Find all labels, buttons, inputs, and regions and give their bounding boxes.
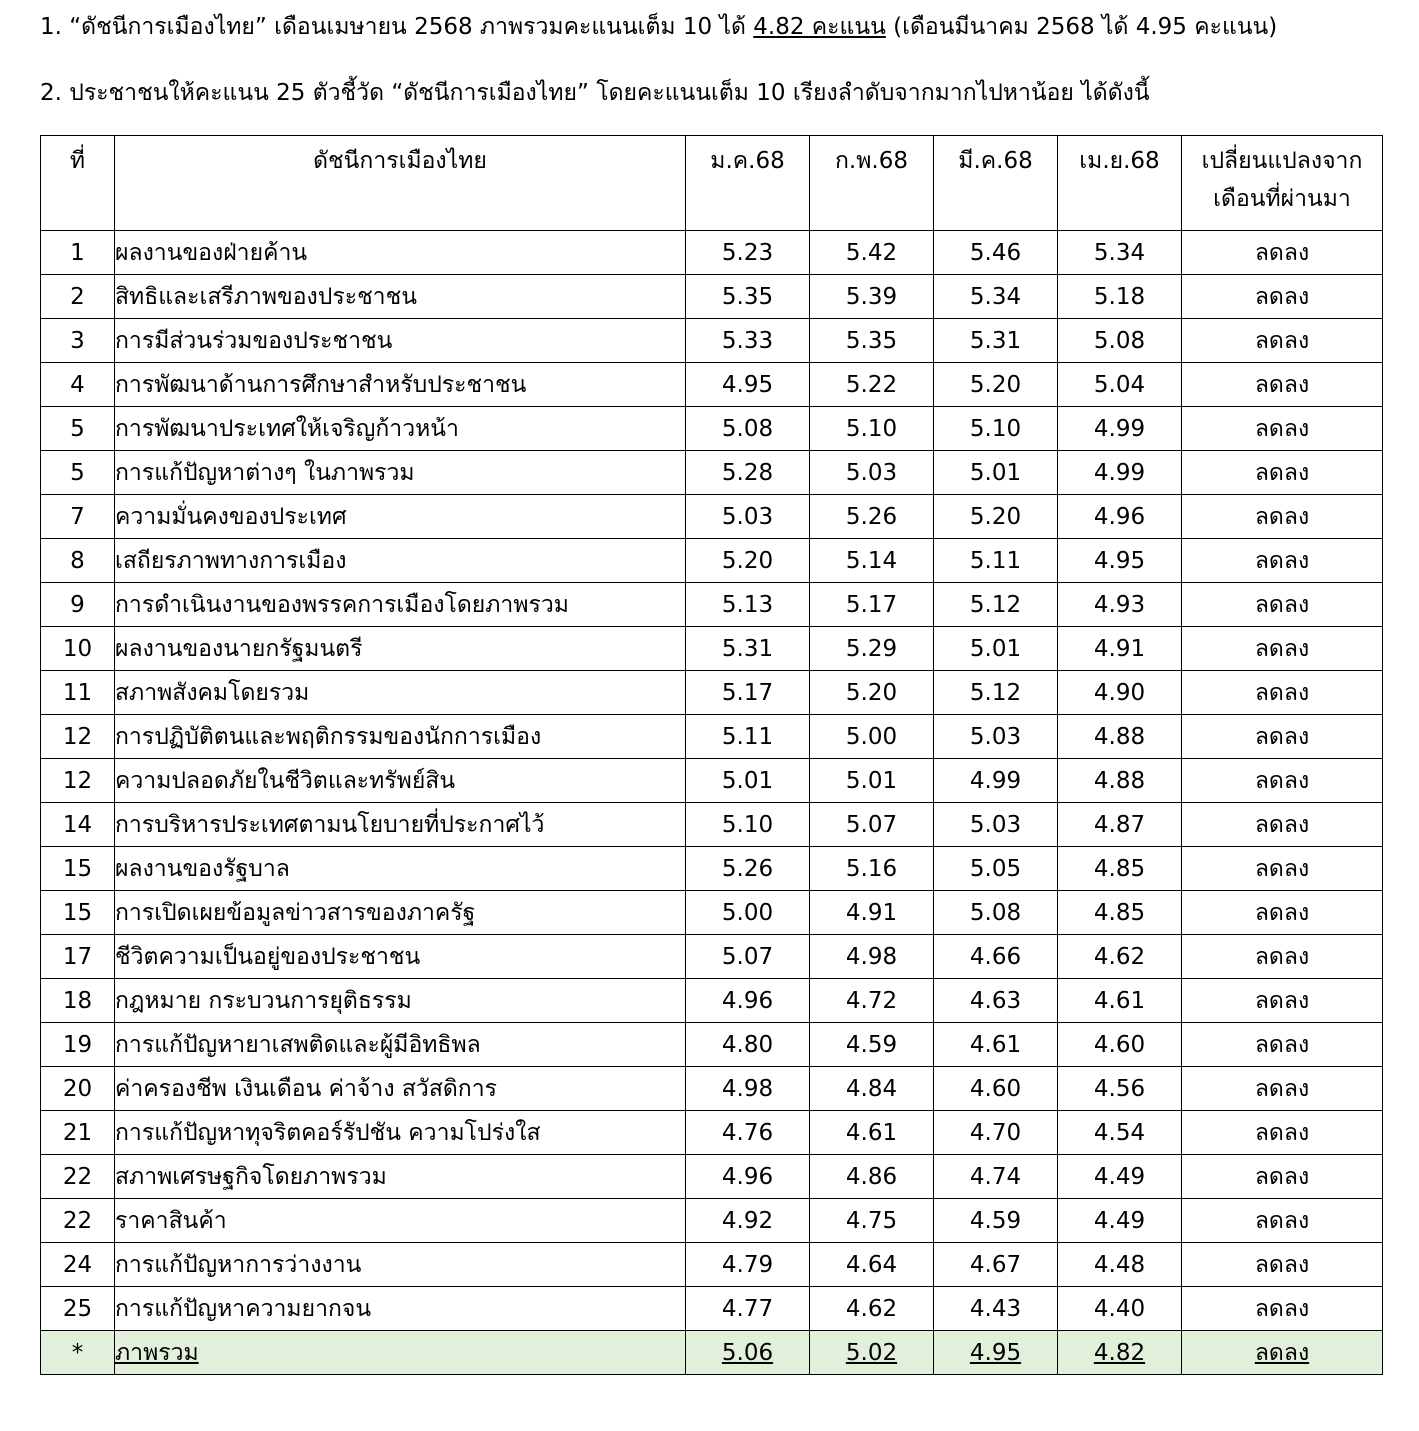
score-apr-cell: 4.88 — [1058, 715, 1182, 759]
score-jan-cell: 5.23 — [686, 231, 810, 275]
change-cell: ลดลง — [1182, 1287, 1383, 1331]
total-change-cell — [1182, 1331, 1383, 1375]
score-jan-cell: 5.31 — [686, 627, 810, 671]
indicator-name-cell: การแก้ปัญหายาเสพติดและผู้มีอิทธิพล — [115, 1023, 686, 1067]
score-feb-cell: 5.26 — [810, 495, 934, 539]
rank-cell: 18 — [41, 979, 115, 1023]
indicator-name-cell: การดำเนินงานของพรรคการเมืองโดยภาพรวม — [115, 583, 686, 627]
score-mar-cell: 5.03 — [934, 715, 1058, 759]
score-jan-cell: 5.07 — [686, 935, 810, 979]
score-mar-cell: 4.61 — [934, 1023, 1058, 1067]
total-score-jan-cell — [686, 1331, 810, 1375]
header-month-3: มี.ค.68 — [934, 136, 1058, 231]
score-apr-cell: 4.90 — [1058, 671, 1182, 715]
table-row — [41, 891, 1383, 935]
header-change-line-2: เดือนที่ผ่านมา — [1213, 186, 1351, 212]
rank-cell: 19 — [41, 1023, 115, 1067]
score-mar-cell: 4.67 — [934, 1243, 1058, 1287]
change-cell: ลดลง — [1182, 803, 1383, 847]
table-row — [41, 407, 1383, 451]
paragraph-overall-score — [40, 10, 1277, 44]
score-jan-cell: 5.03 — [686, 495, 810, 539]
indicator-name-cell: กฎหมาย กระบวนการยุติธรรม — [115, 979, 686, 1023]
table-row — [41, 935, 1383, 979]
indicator-name-cell: สิทธิและเสรีภาพของประชาชน — [115, 275, 686, 319]
total-score-mar-cell — [934, 1331, 1058, 1375]
score-jan-cell: 5.13 — [686, 583, 810, 627]
score-mar-cell: 5.20 — [934, 495, 1058, 539]
score-mar-cell: 5.03 — [934, 803, 1058, 847]
indicator-name-cell: เสถียรภาพทางการเมือง — [115, 539, 686, 583]
score-mar-cell: 5.12 — [934, 583, 1058, 627]
rank-cell: 7 — [41, 495, 115, 539]
score-apr-cell: 4.95 — [1058, 539, 1182, 583]
rank-cell: 15 — [41, 847, 115, 891]
indicator-name-cell: สภาพสังคมโดยรวม — [115, 671, 686, 715]
indicator-name-cell: การแก้ปัญหาต่างๆ ในภาพรวม — [115, 451, 686, 495]
change-cell: ลดลง — [1182, 847, 1383, 891]
score-apr-cell: 4.88 — [1058, 759, 1182, 803]
score-jan-cell: 4.92 — [686, 1199, 810, 1243]
header-change — [1182, 136, 1383, 231]
rank-cell: 5 — [41, 451, 115, 495]
score-apr-cell: 4.61 — [1058, 979, 1182, 1023]
score-mar-cell: 4.74 — [934, 1155, 1058, 1199]
rank-cell: 2 — [41, 275, 115, 319]
indicator-name-cell: ค่าครองชีพ เงินเดือน ค่าจ้าง สวัสดิการ — [115, 1067, 686, 1111]
indicator-name-cell: การบริหารประเทศตามนโยบายที่ประกาศไว้ — [115, 803, 686, 847]
score-apr-cell: 4.62 — [1058, 935, 1182, 979]
table-row — [41, 1111, 1383, 1155]
rank-cell: 25 — [41, 1287, 115, 1331]
indicator-name-cell: การมีส่วนร่วมของประชาชน — [115, 319, 686, 363]
score-jan-cell: 5.08 — [686, 407, 810, 451]
rank-cell: 20 — [41, 1067, 115, 1111]
score-apr-cell: 4.54 — [1058, 1111, 1182, 1155]
table-row — [41, 803, 1383, 847]
score-feb-cell: 5.29 — [810, 627, 934, 671]
score-jan-cell: 4.95 — [686, 363, 810, 407]
change-cell: ลดลง — [1182, 231, 1383, 275]
rank-cell: 9 — [41, 583, 115, 627]
total-rank-cell: * — [41, 1331, 115, 1375]
table-row — [41, 671, 1383, 715]
score-jan-cell: 4.96 — [686, 1155, 810, 1199]
score-mar-cell: 5.20 — [934, 363, 1058, 407]
total-name-text: ภาพรวม — [115, 1339, 199, 1366]
indicator-name-cell: ผลงานของฝ่ายค้าน — [115, 231, 686, 275]
score-mar-cell: 4.63 — [934, 979, 1058, 1023]
score-jan-cell: 4.98 — [686, 1067, 810, 1111]
rank-cell: 14 — [41, 803, 115, 847]
table-row — [41, 847, 1383, 891]
score-mar-cell: 5.11 — [934, 539, 1058, 583]
score-feb-cell: 5.16 — [810, 847, 934, 891]
change-cell: ลดลง — [1182, 363, 1383, 407]
indicator-name-cell: ความมั่นคงของประเทศ — [115, 495, 686, 539]
score-apr-cell: 4.49 — [1058, 1155, 1182, 1199]
score-mar-cell: 4.60 — [934, 1067, 1058, 1111]
score-jan-cell: 5.33 — [686, 319, 810, 363]
change-cell: ลดลง — [1182, 495, 1383, 539]
score-apr-cell: 4.56 — [1058, 1067, 1182, 1111]
rank-cell: 3 — [41, 319, 115, 363]
change-cell: ลดลง — [1182, 539, 1383, 583]
score-mar-cell: 4.66 — [934, 935, 1058, 979]
indicator-name-cell: การพัฒนาด้านการศึกษาสำหรับประชาชน — [115, 363, 686, 407]
paragraph-1-suffix: (เดือนมีนาคม 2568 ได้ 4.95 คะแนน) — [885, 14, 1278, 40]
table-row — [41, 363, 1383, 407]
score-mar-cell: 5.12 — [934, 671, 1058, 715]
header-month-2: ก.พ.68 — [810, 136, 934, 231]
indicator-name-cell: ราคาสินค้า — [115, 1199, 686, 1243]
table-row — [41, 715, 1383, 759]
rank-cell: 1 — [41, 231, 115, 275]
change-cell: ลดลง — [1182, 1067, 1383, 1111]
score-jan-cell: 4.79 — [686, 1243, 810, 1287]
table-row — [41, 319, 1383, 363]
table-row — [41, 451, 1383, 495]
score-feb-cell: 4.64 — [810, 1243, 934, 1287]
table-row — [41, 759, 1383, 803]
score-mar-cell: 4.99 — [934, 759, 1058, 803]
change-cell: ลดลง — [1182, 627, 1383, 671]
rank-cell: 21 — [41, 1111, 115, 1155]
score-jan-cell: 5.00 — [686, 891, 810, 935]
table-row — [41, 1243, 1383, 1287]
table-row — [41, 231, 1383, 275]
score-jan-cell: 4.76 — [686, 1111, 810, 1155]
table-row — [41, 979, 1383, 1023]
change-cell: ลดลง — [1182, 1243, 1383, 1287]
score-mar-cell: 5.31 — [934, 319, 1058, 363]
rank-cell: 24 — [41, 1243, 115, 1287]
score-feb-cell: 4.86 — [810, 1155, 934, 1199]
score-feb-cell: 4.61 — [810, 1111, 934, 1155]
indicator-name-cell: ชีวิตความเป็นอยู่ของประชาชน — [115, 935, 686, 979]
score-mar-cell: 5.01 — [934, 451, 1058, 495]
score-apr-cell: 4.85 — [1058, 847, 1182, 891]
score-apr-cell: 4.93 — [1058, 583, 1182, 627]
total-score-feb-text: 5.02 — [845, 1339, 898, 1366]
score-feb-cell: 4.59 — [810, 1023, 934, 1067]
header-month-4: เม.ย.68 — [1058, 136, 1182, 231]
score-feb-cell: 5.10 — [810, 407, 934, 451]
total-row — [41, 1331, 1383, 1375]
table-row — [41, 1155, 1383, 1199]
indicator-name-cell: การแก้ปัญหาความยากจน — [115, 1287, 686, 1331]
change-cell: ลดลง — [1182, 407, 1383, 451]
score-apr-cell: 4.49 — [1058, 1199, 1182, 1243]
rank-cell: 10 — [41, 627, 115, 671]
indicator-name-cell: การแก้ปัญหาทุจริตคอร์รัปชัน ความโปร่งใส — [115, 1111, 686, 1155]
header-change-line-1: เปลี่ยนแปลงจาก — [1201, 148, 1363, 174]
score-jan-cell: 4.77 — [686, 1287, 810, 1331]
score-jan-cell: 5.10 — [686, 803, 810, 847]
header-rank: ที่ — [41, 136, 115, 231]
total-change-text: ลดลง — [1254, 1339, 1310, 1366]
change-cell: ลดลง — [1182, 715, 1383, 759]
table-row — [41, 1199, 1383, 1243]
score-mar-cell: 5.10 — [934, 407, 1058, 451]
score-jan-cell: 5.26 — [686, 847, 810, 891]
header-month-1: ม.ค.68 — [686, 136, 810, 231]
rank-cell: 12 — [41, 759, 115, 803]
score-feb-cell: 5.00 — [810, 715, 934, 759]
change-cell: ลดลง — [1182, 979, 1383, 1023]
score-apr-cell: 4.99 — [1058, 451, 1182, 495]
score-mar-cell: 5.46 — [934, 231, 1058, 275]
change-cell: ลดลง — [1182, 891, 1383, 935]
change-cell: ลดลง — [1182, 1023, 1383, 1067]
paragraph-indicator-intro: 2. ประชาชนให้คะแนน 25 ตัวชี้วัด “ดัชนีการเมืองไทย” โดยคะแนนเต็ม 10 เรียงลำดับจากมากไปหาน้อย ได้ดังนี้ — [40, 80, 1150, 106]
score-apr-cell: 4.87 — [1058, 803, 1182, 847]
score-jan-cell: 5.28 — [686, 451, 810, 495]
rank-cell: 4 — [41, 363, 115, 407]
rank-cell: 22 — [41, 1155, 115, 1199]
rank-cell: 8 — [41, 539, 115, 583]
indicator-name-cell: การปฏิบัติตนและพฤติกรรมของนักการเมือง — [115, 715, 686, 759]
table-row — [41, 1067, 1383, 1111]
table-row — [41, 627, 1383, 671]
score-feb-cell: 5.07 — [810, 803, 934, 847]
rank-cell: 22 — [41, 1199, 115, 1243]
score-feb-cell: 5.20 — [810, 671, 934, 715]
change-cell: ลดลง — [1182, 451, 1383, 495]
indicator-name-cell: การพัฒนาประเทศให้เจริญก้าวหน้า — [115, 407, 686, 451]
indicator-name-cell: ความปลอดภัยในชีวิตและทรัพย์สิน — [115, 759, 686, 803]
score-feb-cell: 5.03 — [810, 451, 934, 495]
table-row — [41, 539, 1383, 583]
paragraph-1-prefix: 1. “ดัชนีการเมืองไทย” เดือนเมษายน 2568 ภาพรวมคะแนนเต็ม 10 ได้ — [40, 14, 754, 40]
score-apr-cell: 4.91 — [1058, 627, 1182, 671]
score-apr-cell: 5.34 — [1058, 231, 1182, 275]
score-jan-cell: 5.01 — [686, 759, 810, 803]
table-row — [41, 275, 1383, 319]
rank-cell: 11 — [41, 671, 115, 715]
score-jan-cell: 5.35 — [686, 275, 810, 319]
score-apr-cell: 4.48 — [1058, 1243, 1182, 1287]
score-apr-cell: 5.08 — [1058, 319, 1182, 363]
change-cell: ลดลง — [1182, 759, 1383, 803]
score-feb-cell: 5.35 — [810, 319, 934, 363]
score-apr-cell: 4.99 — [1058, 407, 1182, 451]
total-name-cell — [115, 1331, 686, 1375]
score-feb-cell: 4.91 — [810, 891, 934, 935]
indicator-name-cell: ผลงานของรัฐบาล — [115, 847, 686, 891]
score-mar-cell: 5.01 — [934, 627, 1058, 671]
header-indicator: ดัชนีการเมืองไทย — [115, 136, 686, 231]
score-feb-cell: 4.72 — [810, 979, 934, 1023]
score-mar-cell: 4.70 — [934, 1111, 1058, 1155]
change-cell: ลดลง — [1182, 1111, 1383, 1155]
change-cell: ลดลง — [1182, 275, 1383, 319]
indicator-name-cell: สภาพเศรษฐกิจโดยภาพรวม — [115, 1155, 686, 1199]
change-cell: ลดลง — [1182, 935, 1383, 979]
score-feb-cell: 4.84 — [810, 1067, 934, 1111]
rank-cell: 17 — [41, 935, 115, 979]
score-apr-cell: 5.18 — [1058, 275, 1182, 319]
score-mar-cell: 5.34 — [934, 275, 1058, 319]
rank-cell: 5 — [41, 407, 115, 451]
total-score-mar-text: 4.95 — [969, 1339, 1022, 1366]
score-feb-cell: 4.75 — [810, 1199, 934, 1243]
table-row — [41, 1287, 1383, 1331]
score-apr-cell: 5.04 — [1058, 363, 1182, 407]
rank-cell: 12 — [41, 715, 115, 759]
total-score-apr-cell — [1058, 1331, 1182, 1375]
overall-score-highlight: 4.82 คะแนน — [753, 14, 886, 40]
score-jan-cell: 4.96 — [686, 979, 810, 1023]
table-row — [41, 583, 1383, 627]
score-feb-cell: 5.14 — [810, 539, 934, 583]
score-jan-cell: 5.17 — [686, 671, 810, 715]
indicator-name-cell: การเปิดเผยข้อมูลข่าวสารของภาครัฐ — [115, 891, 686, 935]
indicator-name-cell: การแก้ปัญหาการว่างงาน — [115, 1243, 686, 1287]
rank-cell: 15 — [41, 891, 115, 935]
change-cell: ลดลง — [1182, 583, 1383, 627]
change-cell: ลดลง — [1182, 1155, 1383, 1199]
total-score-apr-text: 4.82 — [1093, 1339, 1146, 1366]
score-feb-cell: 5.01 — [810, 759, 934, 803]
table-header-row — [41, 136, 1383, 231]
score-jan-cell: 5.11 — [686, 715, 810, 759]
political-index-table — [40, 135, 1383, 1375]
score-feb-cell: 5.39 — [810, 275, 934, 319]
score-feb-cell: 4.98 — [810, 935, 934, 979]
score-apr-cell: 4.60 — [1058, 1023, 1182, 1067]
score-jan-cell: 4.80 — [686, 1023, 810, 1067]
score-feb-cell: 5.42 — [810, 231, 934, 275]
change-cell: ลดลง — [1182, 319, 1383, 363]
table-row — [41, 495, 1383, 539]
score-mar-cell: 4.43 — [934, 1287, 1058, 1331]
total-score-feb-cell — [810, 1331, 934, 1375]
score-apr-cell: 4.96 — [1058, 495, 1182, 539]
table-row — [41, 1023, 1383, 1067]
indicator-name-cell: ผลงานของนายกรัฐมนตรี — [115, 627, 686, 671]
score-jan-cell: 5.20 — [686, 539, 810, 583]
change-cell: ลดลง — [1182, 1199, 1383, 1243]
change-cell: ลดลง — [1182, 671, 1383, 715]
score-mar-cell: 5.08 — [934, 891, 1058, 935]
score-mar-cell: 5.05 — [934, 847, 1058, 891]
score-feb-cell: 4.62 — [810, 1287, 934, 1331]
score-feb-cell: 5.22 — [810, 363, 934, 407]
score-apr-cell: 4.85 — [1058, 891, 1182, 935]
total-score-jan-text: 5.06 — [721, 1339, 774, 1366]
score-feb-cell: 5.17 — [810, 583, 934, 627]
score-apr-cell: 4.40 — [1058, 1287, 1182, 1331]
score-mar-cell: 4.59 — [934, 1199, 1058, 1243]
